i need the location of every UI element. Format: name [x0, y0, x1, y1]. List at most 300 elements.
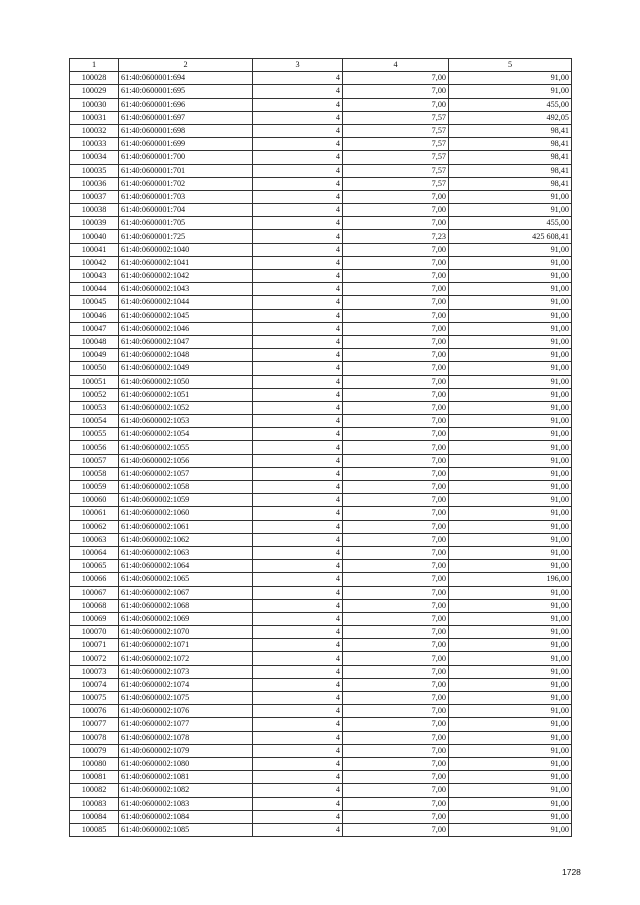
table-cell-col-3: 4 [253, 217, 343, 230]
table-cell-col-1: 100042 [70, 256, 119, 269]
table-row [70, 72, 572, 85]
table-cell-col-2: 61:40:0600002:1055 [119, 441, 253, 454]
table-cell-col-2: 61:40:0600002:1056 [119, 454, 253, 467]
table-row [70, 270, 572, 283]
table-cell-col-5: 91,00 [449, 533, 572, 546]
table-cell-col-1: 100031 [70, 111, 119, 124]
table-cell-col-5: 91,00 [449, 652, 572, 665]
table-cell-col-1: 100054 [70, 415, 119, 428]
table-cell-col-2: 61:40:0600001:702 [119, 177, 253, 190]
table-cell-col-4: 7,00 [343, 797, 449, 810]
table-cell-col-5: 91,00 [449, 481, 572, 494]
table-cell-col-5: 98,41 [449, 124, 572, 137]
table-cell-col-3: 4 [253, 98, 343, 111]
table-row [70, 441, 572, 454]
table-cell-col-1: 100040 [70, 230, 119, 243]
table-cell-col-2: 61:40:0600001:700 [119, 151, 253, 164]
table-cell-col-4: 7,00 [343, 757, 449, 770]
table-cell-col-2: 61:40:0600002:1069 [119, 612, 253, 625]
table-cell-col-3: 4 [253, 375, 343, 388]
table-cell-col-2: 61:40:0600002:1060 [119, 507, 253, 520]
table-cell-col-2: 61:40:0600002:1049 [119, 362, 253, 375]
table-cell-col-1: 100038 [70, 204, 119, 217]
table-cell-col-3: 4 [253, 296, 343, 309]
table-cell-col-4: 7,57 [343, 124, 449, 137]
table-cell-col-2: 61:40:0600002:1076 [119, 705, 253, 718]
table-cell-col-3: 4 [253, 322, 343, 335]
table-cell-col-2: 61:40:0600002:1059 [119, 494, 253, 507]
table-row [70, 718, 572, 731]
table-row [70, 612, 572, 625]
table-cell-col-1: 100034 [70, 151, 119, 164]
table-cell-col-5: 91,00 [449, 731, 572, 744]
table-cell-col-2: 61:40:0600001:697 [119, 111, 253, 124]
table-cell-col-2: 61:40:0600002:1083 [119, 797, 253, 810]
table-row [70, 546, 572, 559]
table-row [70, 771, 572, 784]
table-cell-col-5: 91,00 [449, 85, 572, 98]
table-cell-col-2: 61:40:0600002:1045 [119, 309, 253, 322]
table-cell-col-4: 7,00 [343, 375, 449, 388]
table-cell-col-5: 91,00 [449, 494, 572, 507]
table-cell-col-5: 91,00 [449, 784, 572, 797]
table-row [70, 204, 572, 217]
table-cell-col-4: 7,00 [343, 283, 449, 296]
table-cell-col-1: 100036 [70, 177, 119, 190]
table-cell-col-5: 91,00 [449, 204, 572, 217]
table-cell-col-2: 61:40:0600001:696 [119, 98, 253, 111]
table-cell-col-3: 4 [253, 138, 343, 151]
table-cell-col-4: 7,00 [343, 612, 449, 625]
table-row [70, 309, 572, 322]
table-row [70, 454, 572, 467]
table-cell-col-5: 91,00 [449, 243, 572, 256]
table-cell-col-4: 7,00 [343, 204, 449, 217]
table-cell-col-1: 100049 [70, 349, 119, 362]
table-cell-col-5: 91,00 [449, 692, 572, 705]
table-row [70, 401, 572, 414]
table-cell-col-4: 7,00 [343, 217, 449, 230]
table-cell-col-4: 7,00 [343, 401, 449, 414]
table-cell-col-3: 4 [253, 335, 343, 348]
table-cell-col-4: 7,00 [343, 256, 449, 269]
table-cell-col-1: 100077 [70, 718, 119, 731]
table-cell-col-4: 7,00 [343, 243, 449, 256]
table-row [70, 520, 572, 533]
table-cell-col-5: 91,00 [449, 586, 572, 599]
table-cell-col-4: 7,00 [343, 270, 449, 283]
table-cell-col-1: 100061 [70, 507, 119, 520]
table-cell-col-5: 91,00 [449, 507, 572, 520]
table-cell-col-2: 61:40:0600002:1070 [119, 626, 253, 639]
table-cell-col-5: 91,00 [449, 823, 572, 836]
table-cell-col-3: 4 [253, 652, 343, 665]
table-row [70, 652, 572, 665]
table-cell-col-4: 7,00 [343, 599, 449, 612]
table-cell-col-2: 61:40:0600002:1085 [119, 823, 253, 836]
table-cell-col-3: 4 [253, 573, 343, 586]
table-cell-col-4: 7,00 [343, 322, 449, 335]
table-cell-col-1: 100048 [70, 335, 119, 348]
table-cell-col-4: 7,00 [343, 481, 449, 494]
table-cell-col-1: 100046 [70, 309, 119, 322]
table-cell-col-1: 100073 [70, 665, 119, 678]
table-cell-col-3: 4 [253, 586, 343, 599]
table-cell-col-3: 4 [253, 111, 343, 124]
table-cell-col-2: 61:40:0600002:1064 [119, 560, 253, 573]
table-cell-col-2: 61:40:0600002:1074 [119, 678, 253, 691]
table-cell-col-3: 4 [253, 797, 343, 810]
table-cell-col-2: 61:40:0600002:1075 [119, 692, 253, 705]
table-cell-col-3: 4 [253, 415, 343, 428]
table-row [70, 296, 572, 309]
table-cell-col-4: 7,00 [343, 362, 449, 375]
table-cell-col-2: 61:40:0600002:1047 [119, 335, 253, 348]
table-cell-col-5: 91,00 [449, 335, 572, 348]
table-cell-col-1: 100030 [70, 98, 119, 111]
table-cell-col-1: 100062 [70, 520, 119, 533]
table-cell-col-5: 425 608,41 [449, 230, 572, 243]
table-cell-col-2: 61:40:0600002:1062 [119, 533, 253, 546]
table-cell-col-4: 7,00 [343, 705, 449, 718]
table-cell-col-1: 100050 [70, 362, 119, 375]
table-cell-col-4: 7,00 [343, 467, 449, 480]
table-cell-col-3: 4 [253, 546, 343, 559]
table-cell-col-3: 4 [253, 507, 343, 520]
table-cell-col-4: 7,00 [343, 441, 449, 454]
table-cell-col-3: 4 [253, 533, 343, 546]
table-row [70, 151, 572, 164]
table-cell-col-3: 4 [253, 731, 343, 744]
table-cell-col-1: 100047 [70, 322, 119, 335]
table-cell-col-4: 7,00 [343, 784, 449, 797]
table-cell-col-1: 100043 [70, 270, 119, 283]
table-cell-col-3: 4 [253, 177, 343, 190]
table-cell-col-5: 91,00 [449, 190, 572, 203]
table-row [70, 177, 572, 190]
table-cell-col-2: 61:40:0600001:705 [119, 217, 253, 230]
table-cell-col-2: 61:40:0600001:699 [119, 138, 253, 151]
table-cell-col-3: 4 [253, 612, 343, 625]
table-cell-col-5: 91,00 [449, 415, 572, 428]
table-cell-col-3: 4 [253, 270, 343, 283]
table-cell-col-4: 7,00 [343, 823, 449, 836]
table-cell-col-4: 7,00 [343, 454, 449, 467]
table-cell-col-2: 61:40:0600002:1061 [119, 520, 253, 533]
column-header-4: 4 [343, 59, 449, 72]
table-row [70, 757, 572, 770]
table-cell-col-1: 100045 [70, 296, 119, 309]
table-cell-col-2: 61:40:0600002:1053 [119, 415, 253, 428]
table-cell-col-5: 455,00 [449, 98, 572, 111]
table-cell-col-3: 4 [253, 678, 343, 691]
table-cell-col-1: 100044 [70, 283, 119, 296]
table-row [70, 428, 572, 441]
table-row [70, 335, 572, 348]
table-row [70, 586, 572, 599]
table-cell-col-5: 91,00 [449, 599, 572, 612]
table-cell-col-5: 91,00 [449, 283, 572, 296]
table-cell-col-3: 4 [253, 454, 343, 467]
table-cell-col-3: 4 [253, 810, 343, 823]
table-cell-col-1: 100075 [70, 692, 119, 705]
table-cell-col-3: 4 [253, 560, 343, 573]
table-cell-col-2: 61:40:0600002:1051 [119, 388, 253, 401]
table-cell-col-4: 7,00 [343, 560, 449, 573]
table-cell-col-1: 100056 [70, 441, 119, 454]
table-cell-col-3: 4 [253, 309, 343, 322]
table-cell-col-5: 455,00 [449, 217, 572, 230]
table-cell-col-2: 61:40:0600002:1079 [119, 744, 253, 757]
table-cell-col-4: 7,00 [343, 639, 449, 652]
table-cell-col-4: 7,00 [343, 309, 449, 322]
table-cell-col-5: 196,00 [449, 573, 572, 586]
table-cell-col-4: 7,00 [343, 296, 449, 309]
table-cell-col-1: 100082 [70, 784, 119, 797]
table-cell-col-3: 4 [253, 771, 343, 784]
table-row [70, 665, 572, 678]
table-cell-col-5: 91,00 [449, 810, 572, 823]
table-cell-col-1: 100063 [70, 533, 119, 546]
table-row [70, 164, 572, 177]
table-cell-col-2: 61:40:0600002:1052 [119, 401, 253, 414]
table-row [70, 362, 572, 375]
table-cell-col-5: 91,00 [449, 678, 572, 691]
table-cell-col-1: 100074 [70, 678, 119, 691]
table-cell-col-2: 61:40:0600002:1040 [119, 243, 253, 256]
table-row [70, 243, 572, 256]
table-row [70, 507, 572, 520]
table-row [70, 256, 572, 269]
table-row [70, 138, 572, 151]
column-header-5: 5 [449, 59, 572, 72]
table-cell-col-5: 91,00 [449, 612, 572, 625]
table-cell-col-4: 7,00 [343, 388, 449, 401]
table-row [70, 784, 572, 797]
table-row [70, 124, 572, 137]
table-cell-col-3: 4 [253, 520, 343, 533]
table-cell-col-3: 4 [253, 362, 343, 375]
table-cell-col-4: 7,00 [343, 771, 449, 784]
table-row [70, 111, 572, 124]
table-cell-col-3: 4 [253, 639, 343, 652]
table-cell-col-2: 61:40:0600002:1068 [119, 599, 253, 612]
table-row [70, 98, 572, 111]
table-row [70, 230, 572, 243]
table-cell-col-1: 100029 [70, 85, 119, 98]
table-cell-col-3: 4 [253, 428, 343, 441]
table-cell-col-3: 4 [253, 757, 343, 770]
table-cell-col-5: 91,00 [449, 626, 572, 639]
table-cell-col-4: 7,00 [343, 665, 449, 678]
table-cell-col-3: 4 [253, 494, 343, 507]
table-cell-col-2: 61:40:0600002:1072 [119, 652, 253, 665]
table-cell-col-1: 100055 [70, 428, 119, 441]
table-cell-col-2: 61:40:0600002:1048 [119, 349, 253, 362]
table-cell-col-5: 91,00 [449, 256, 572, 269]
table-cell-col-3: 4 [253, 190, 343, 203]
table-cell-col-1: 100085 [70, 823, 119, 836]
page-number: 1728 [562, 867, 581, 877]
table-cell-col-4: 7,00 [343, 335, 449, 348]
table-cell-col-3: 4 [253, 124, 343, 137]
table-cell-col-2: 61:40:0600002:1065 [119, 573, 253, 586]
table-cell-col-4: 7,00 [343, 72, 449, 85]
table-cell-col-4: 7,00 [343, 507, 449, 520]
table-cell-col-1: 100072 [70, 652, 119, 665]
table-cell-col-4: 7,00 [343, 98, 449, 111]
table-cell-col-1: 100084 [70, 810, 119, 823]
table-cell-col-1: 100083 [70, 797, 119, 810]
table-cell-col-1: 100035 [70, 164, 119, 177]
table-row [70, 415, 572, 428]
table-cell-col-3: 4 [253, 243, 343, 256]
table-cell-col-4: 7,00 [343, 626, 449, 639]
table-cell-col-5: 91,00 [449, 467, 572, 480]
table-cell-col-1: 100064 [70, 546, 119, 559]
table-row [70, 810, 572, 823]
table-cell-col-1: 100081 [70, 771, 119, 784]
table-cell-col-3: 4 [253, 256, 343, 269]
table-cell-col-1: 100058 [70, 467, 119, 480]
table-cell-col-4: 7,00 [343, 349, 449, 362]
table-row [70, 678, 572, 691]
table-cell-col-3: 4 [253, 823, 343, 836]
table-cell-col-2: 61:40:0600002:1043 [119, 283, 253, 296]
table-cell-col-5: 91,00 [449, 72, 572, 85]
table-cell-col-1: 100053 [70, 401, 119, 414]
table-cell-col-4: 7,23 [343, 230, 449, 243]
table-cell-col-4: 7,57 [343, 138, 449, 151]
table-cell-col-3: 4 [253, 467, 343, 480]
table-cell-col-1: 100037 [70, 190, 119, 203]
table-cell-col-2: 61:40:0600002:1078 [119, 731, 253, 744]
table-cell-col-5: 91,00 [449, 639, 572, 652]
table-body [70, 72, 572, 837]
table-cell-col-4: 7,00 [343, 586, 449, 599]
table-cell-col-1: 100039 [70, 217, 119, 230]
table-cell-col-4: 7,00 [343, 520, 449, 533]
table-cell-col-5: 91,00 [449, 388, 572, 401]
table-cell-col-3: 4 [253, 784, 343, 797]
table-row [70, 744, 572, 757]
column-header-1: 1 [70, 59, 119, 72]
table-cell-col-5: 91,00 [449, 705, 572, 718]
table-cell-col-4: 7,00 [343, 428, 449, 441]
table-row [70, 692, 572, 705]
table-row [70, 533, 572, 546]
table-cell-col-5: 98,41 [449, 151, 572, 164]
table-cell-col-5: 98,41 [449, 164, 572, 177]
table-cell-col-1: 100079 [70, 744, 119, 757]
table-cell-col-2: 61:40:0600002:1071 [119, 639, 253, 652]
table-cell-col-2: 61:40:0600002:1046 [119, 322, 253, 335]
table-cell-col-3: 4 [253, 692, 343, 705]
table-cell-col-2: 61:40:0600002:1067 [119, 586, 253, 599]
table-row [70, 560, 572, 573]
table-cell-col-3: 4 [253, 204, 343, 217]
table-cell-col-1: 100080 [70, 757, 119, 770]
table-cell-col-5: 91,00 [449, 428, 572, 441]
table-cell-col-1: 100070 [70, 626, 119, 639]
table-cell-col-5: 91,00 [449, 797, 572, 810]
table-cell-col-2: 61:40:0600002:1082 [119, 784, 253, 797]
table-cell-col-3: 4 [253, 441, 343, 454]
table-cell-col-3: 4 [253, 744, 343, 757]
table-cell-col-1: 100057 [70, 454, 119, 467]
table-cell-col-4: 7,57 [343, 177, 449, 190]
table-row [70, 639, 572, 652]
table-cell-col-2: 61:40:0600002:1057 [119, 467, 253, 480]
table-row [70, 797, 572, 810]
table-cell-col-5: 91,00 [449, 665, 572, 678]
table-row [70, 731, 572, 744]
table-row [70, 626, 572, 639]
table-cell-col-4: 7,57 [343, 164, 449, 177]
table-cell-col-2: 61:40:0600002:1044 [119, 296, 253, 309]
table-cell-col-3: 4 [253, 599, 343, 612]
table-cell-col-4: 7,00 [343, 533, 449, 546]
table-row [70, 467, 572, 480]
table-row [70, 190, 572, 203]
table-row [70, 85, 572, 98]
table-row [70, 494, 572, 507]
table-cell-col-3: 4 [253, 283, 343, 296]
table-cell-col-5: 91,00 [449, 520, 572, 533]
table-row [70, 599, 572, 612]
table-cell-col-1: 100059 [70, 481, 119, 494]
table-cell-col-4: 7,57 [343, 151, 449, 164]
table-cell-col-2: 61:40:0600002:1063 [119, 546, 253, 559]
table-cell-col-3: 4 [253, 626, 343, 639]
table-cell-col-5: 91,00 [449, 441, 572, 454]
table-cell-col-1: 100066 [70, 573, 119, 586]
table-cell-col-2: 61:40:0600001:701 [119, 164, 253, 177]
table-cell-col-2: 61:40:0600002:1084 [119, 810, 253, 823]
table-cell-col-4: 7,57 [343, 111, 449, 124]
table-cell-col-2: 61:40:0600001:695 [119, 85, 253, 98]
table-cell-col-4: 7,00 [343, 85, 449, 98]
table-cell-col-5: 91,00 [449, 771, 572, 784]
table-row [70, 283, 572, 296]
table-cell-col-2: 61:40:0600001:725 [119, 230, 253, 243]
table-row [70, 349, 572, 362]
table-cell-col-2: 61:40:0600002:1050 [119, 375, 253, 388]
table-cell-col-2: 61:40:0600002:1058 [119, 481, 253, 494]
table-cell-col-5: 91,00 [449, 744, 572, 757]
table-cell-col-5: 98,41 [449, 138, 572, 151]
column-header-2: 2 [119, 59, 253, 72]
table-cell-col-2: 61:40:0600002:1081 [119, 771, 253, 784]
table-cell-col-2: 61:40:0600002:1054 [119, 428, 253, 441]
table-cell-col-1: 100071 [70, 639, 119, 652]
table-cell-col-4: 7,00 [343, 652, 449, 665]
table-row [70, 375, 572, 388]
table-row [70, 217, 572, 230]
table-cell-col-4: 7,00 [343, 692, 449, 705]
table-cell-col-5: 98,41 [449, 177, 572, 190]
table-cell-col-4: 7,00 [343, 573, 449, 586]
table-cell-col-4: 7,00 [343, 190, 449, 203]
table-cell-col-5: 91,00 [449, 757, 572, 770]
table-cell-col-3: 4 [253, 85, 343, 98]
table-cell-col-5: 91,00 [449, 270, 572, 283]
table-cell-col-2: 61:40:0600002:1080 [119, 757, 253, 770]
table-cell-col-1: 100052 [70, 388, 119, 401]
table-cell-col-5: 91,00 [449, 309, 572, 322]
table-row [70, 573, 572, 586]
data-table [69, 58, 572, 837]
